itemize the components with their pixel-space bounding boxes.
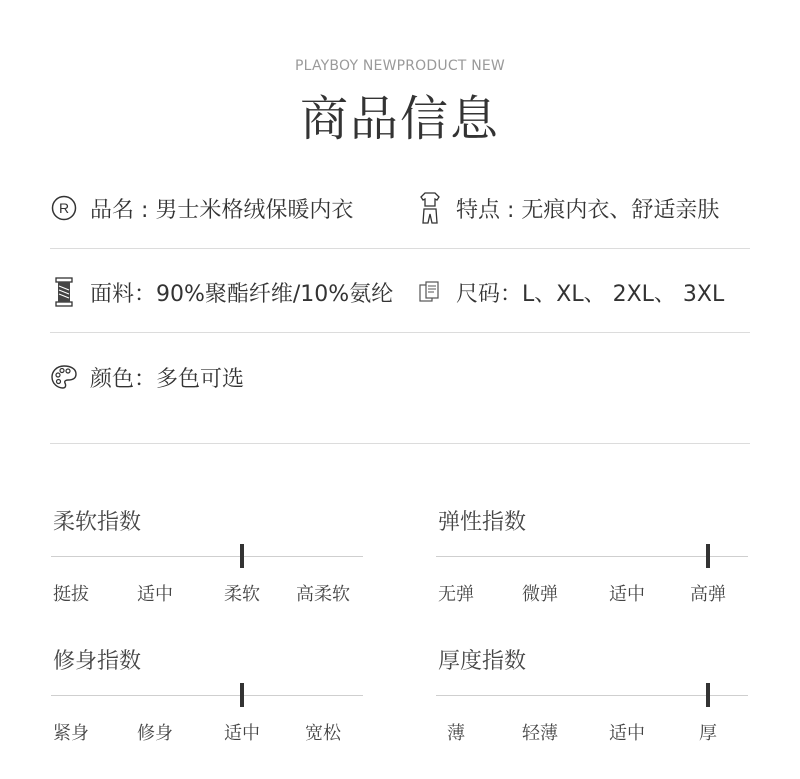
scale-option: 适中	[609, 723, 645, 744]
size-text: 尺码：L、XL、 2XL、 3XL	[456, 281, 725, 307]
info-row-2	[50, 272, 750, 312]
elasticity-scale	[436, 505, 748, 615]
product-name-text: 品名 : 男士米格绒保暖内衣	[90, 197, 354, 223]
scale-title: 柔软指数	[53, 510, 142, 535]
scale-option: 微弹	[522, 584, 558, 605]
svg-text:R: R	[58, 200, 70, 216]
feature-text: 特点 : 无痕内衣、舒适亲肤	[456, 197, 720, 223]
scale-title: 厚度指数	[438, 649, 527, 674]
scale-option: 高弹	[690, 584, 726, 605]
size-item	[416, 272, 724, 312]
scale-marker	[240, 544, 244, 568]
scale-option: 薄	[447, 723, 465, 744]
thickness-scale	[436, 644, 748, 754]
feature-item	[416, 188, 719, 228]
scale-option: 宽松	[305, 723, 341, 744]
palette-icon	[50, 363, 78, 391]
scale-option: 挺拔	[53, 584, 89, 605]
scale-marker	[706, 683, 710, 707]
scale-option: 无弹	[438, 584, 474, 605]
divider	[50, 332, 750, 333]
product-name-item	[50, 188, 353, 228]
registered-icon	[50, 194, 78, 222]
scale-option: 适中	[224, 723, 260, 744]
fabric-roll-icon	[50, 278, 78, 306]
info-row-3	[50, 357, 750, 397]
scale-option: 厚	[699, 723, 717, 744]
size-tag-icon	[416, 278, 444, 306]
color-text: 颜色：多色可选	[90, 366, 245, 392]
scale-title: 修身指数	[53, 649, 142, 674]
scale-option: 适中	[137, 584, 173, 605]
scale-track	[51, 695, 363, 696]
scale-option: 高柔软	[296, 584, 350, 605]
scale-marker	[240, 683, 244, 707]
scale-option: 紧身	[53, 723, 89, 744]
scale-track	[436, 556, 748, 557]
underwear-icon	[416, 194, 444, 222]
scale-track	[436, 695, 748, 696]
scale-option: 修身	[137, 723, 173, 744]
fit-scale	[51, 644, 363, 754]
scale-title: 弹性指数	[438, 510, 527, 535]
brand-subtitle: PLAYBOY NEWPRODUCT NEW	[295, 58, 505, 74]
page-title: 商品信息	[299, 91, 500, 147]
fabric-item	[50, 272, 393, 312]
color-item	[50, 357, 244, 397]
scale-option: 柔软	[224, 584, 260, 605]
divider	[50, 248, 750, 249]
info-row-1	[50, 188, 750, 228]
scale-marker	[706, 544, 710, 568]
fabric-text: 面料：90%聚酯纤维/10%氨纶	[90, 281, 394, 307]
scale-option: 适中	[609, 584, 645, 605]
scale-track	[51, 556, 363, 557]
scale-option: 轻薄	[522, 723, 558, 744]
divider	[50, 443, 750, 444]
softness-scale	[51, 505, 363, 615]
